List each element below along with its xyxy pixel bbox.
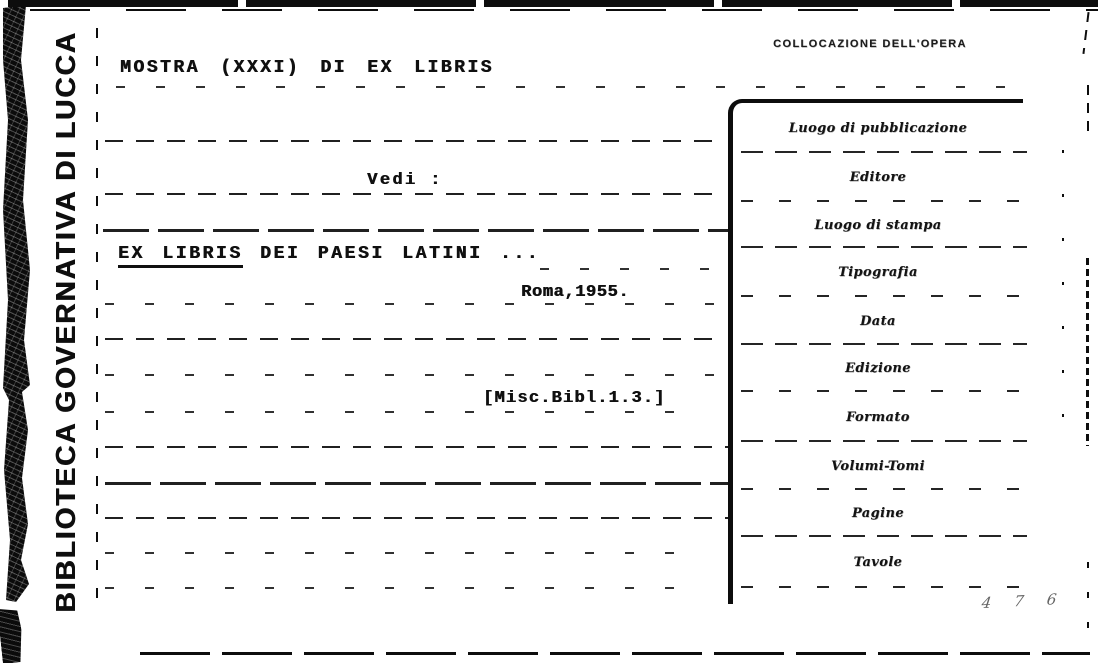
field-label: Editore (849, 170, 907, 185)
card-top-edge (8, 0, 1098, 7)
field-label: Data (860, 313, 896, 329)
referenced-work-title-rest: DEI PAESI LATINI ... (242, 244, 541, 264)
see-reference-label: Vedi : (367, 171, 443, 190)
field-editore (733, 153, 1023, 202)
ruled-line (105, 446, 728, 448)
ruled-line (105, 552, 705, 554)
scan-right-edge-mark (1086, 258, 1089, 446)
scan-right-edge-mark (1087, 562, 1089, 630)
field-edizione (733, 345, 1023, 392)
field-label: Formato (846, 409, 910, 425)
card-heading: MOSTRA (XXXI) DI EX LIBRIS (120, 58, 494, 78)
field-volumi-tomi (733, 442, 1023, 490)
scan-right-edge-mark (1062, 150, 1064, 440)
ruled-line (105, 587, 700, 589)
ruled-line (105, 482, 728, 485)
field-tipografia (733, 248, 1023, 297)
field-tavole (733, 537, 1023, 588)
library-name-vertical: BIBLIOTECA GOVERNATIVA DI LUCCA (50, 31, 81, 613)
ruled-line (105, 517, 728, 519)
field-label: Luogo di stampa (814, 217, 942, 233)
collocation-header: COLLOCAZIONE DELL'OPERA (773, 38, 967, 50)
call-number: [Misc.Bibl.1.3.] (483, 389, 666, 408)
referenced-work-title-underlined: EX LIBRIS (118, 244, 243, 268)
card-bottom-edge (140, 652, 1090, 655)
field-label: Edizione (845, 361, 911, 376)
field-luogo-di-stampa (733, 202, 1023, 248)
left-margin-line (96, 28, 98, 603)
ruled-line (105, 411, 690, 413)
field-label: Volumi-Tomi (831, 458, 925, 474)
ruled-line (105, 193, 725, 195)
scan-right-edge-mark (1082, 12, 1089, 54)
handwritten-note: 4 7 6 (980, 589, 1067, 613)
field-pagine (733, 490, 1023, 537)
field-data (733, 297, 1023, 345)
book-binding-edge (0, 0, 34, 606)
referenced-work-title (118, 244, 540, 264)
field-label: Pagine (851, 506, 904, 521)
field-formato (733, 392, 1023, 442)
ruled-line (105, 303, 720, 305)
field-label: Tipografia (838, 265, 918, 280)
imprint-place-year: Roma,1955. (521, 283, 630, 302)
ruled-line (105, 374, 717, 376)
field-luogo-di-pubblicazione (733, 103, 1023, 153)
collocation-panel (728, 99, 1023, 604)
ruled-line (105, 140, 720, 142)
book-binding-edge-fragment (0, 607, 25, 663)
field-label: Tavole (853, 555, 903, 570)
ruled-line (116, 86, 1014, 88)
ruled-line (540, 268, 730, 270)
ruled-line (105, 338, 725, 340)
scan-right-edge-mark (1087, 85, 1089, 135)
field-label: Luogo di pubblicazione (788, 120, 968, 136)
card-top-edge-inner (30, 9, 1098, 11)
ruled-line (103, 229, 728, 232)
